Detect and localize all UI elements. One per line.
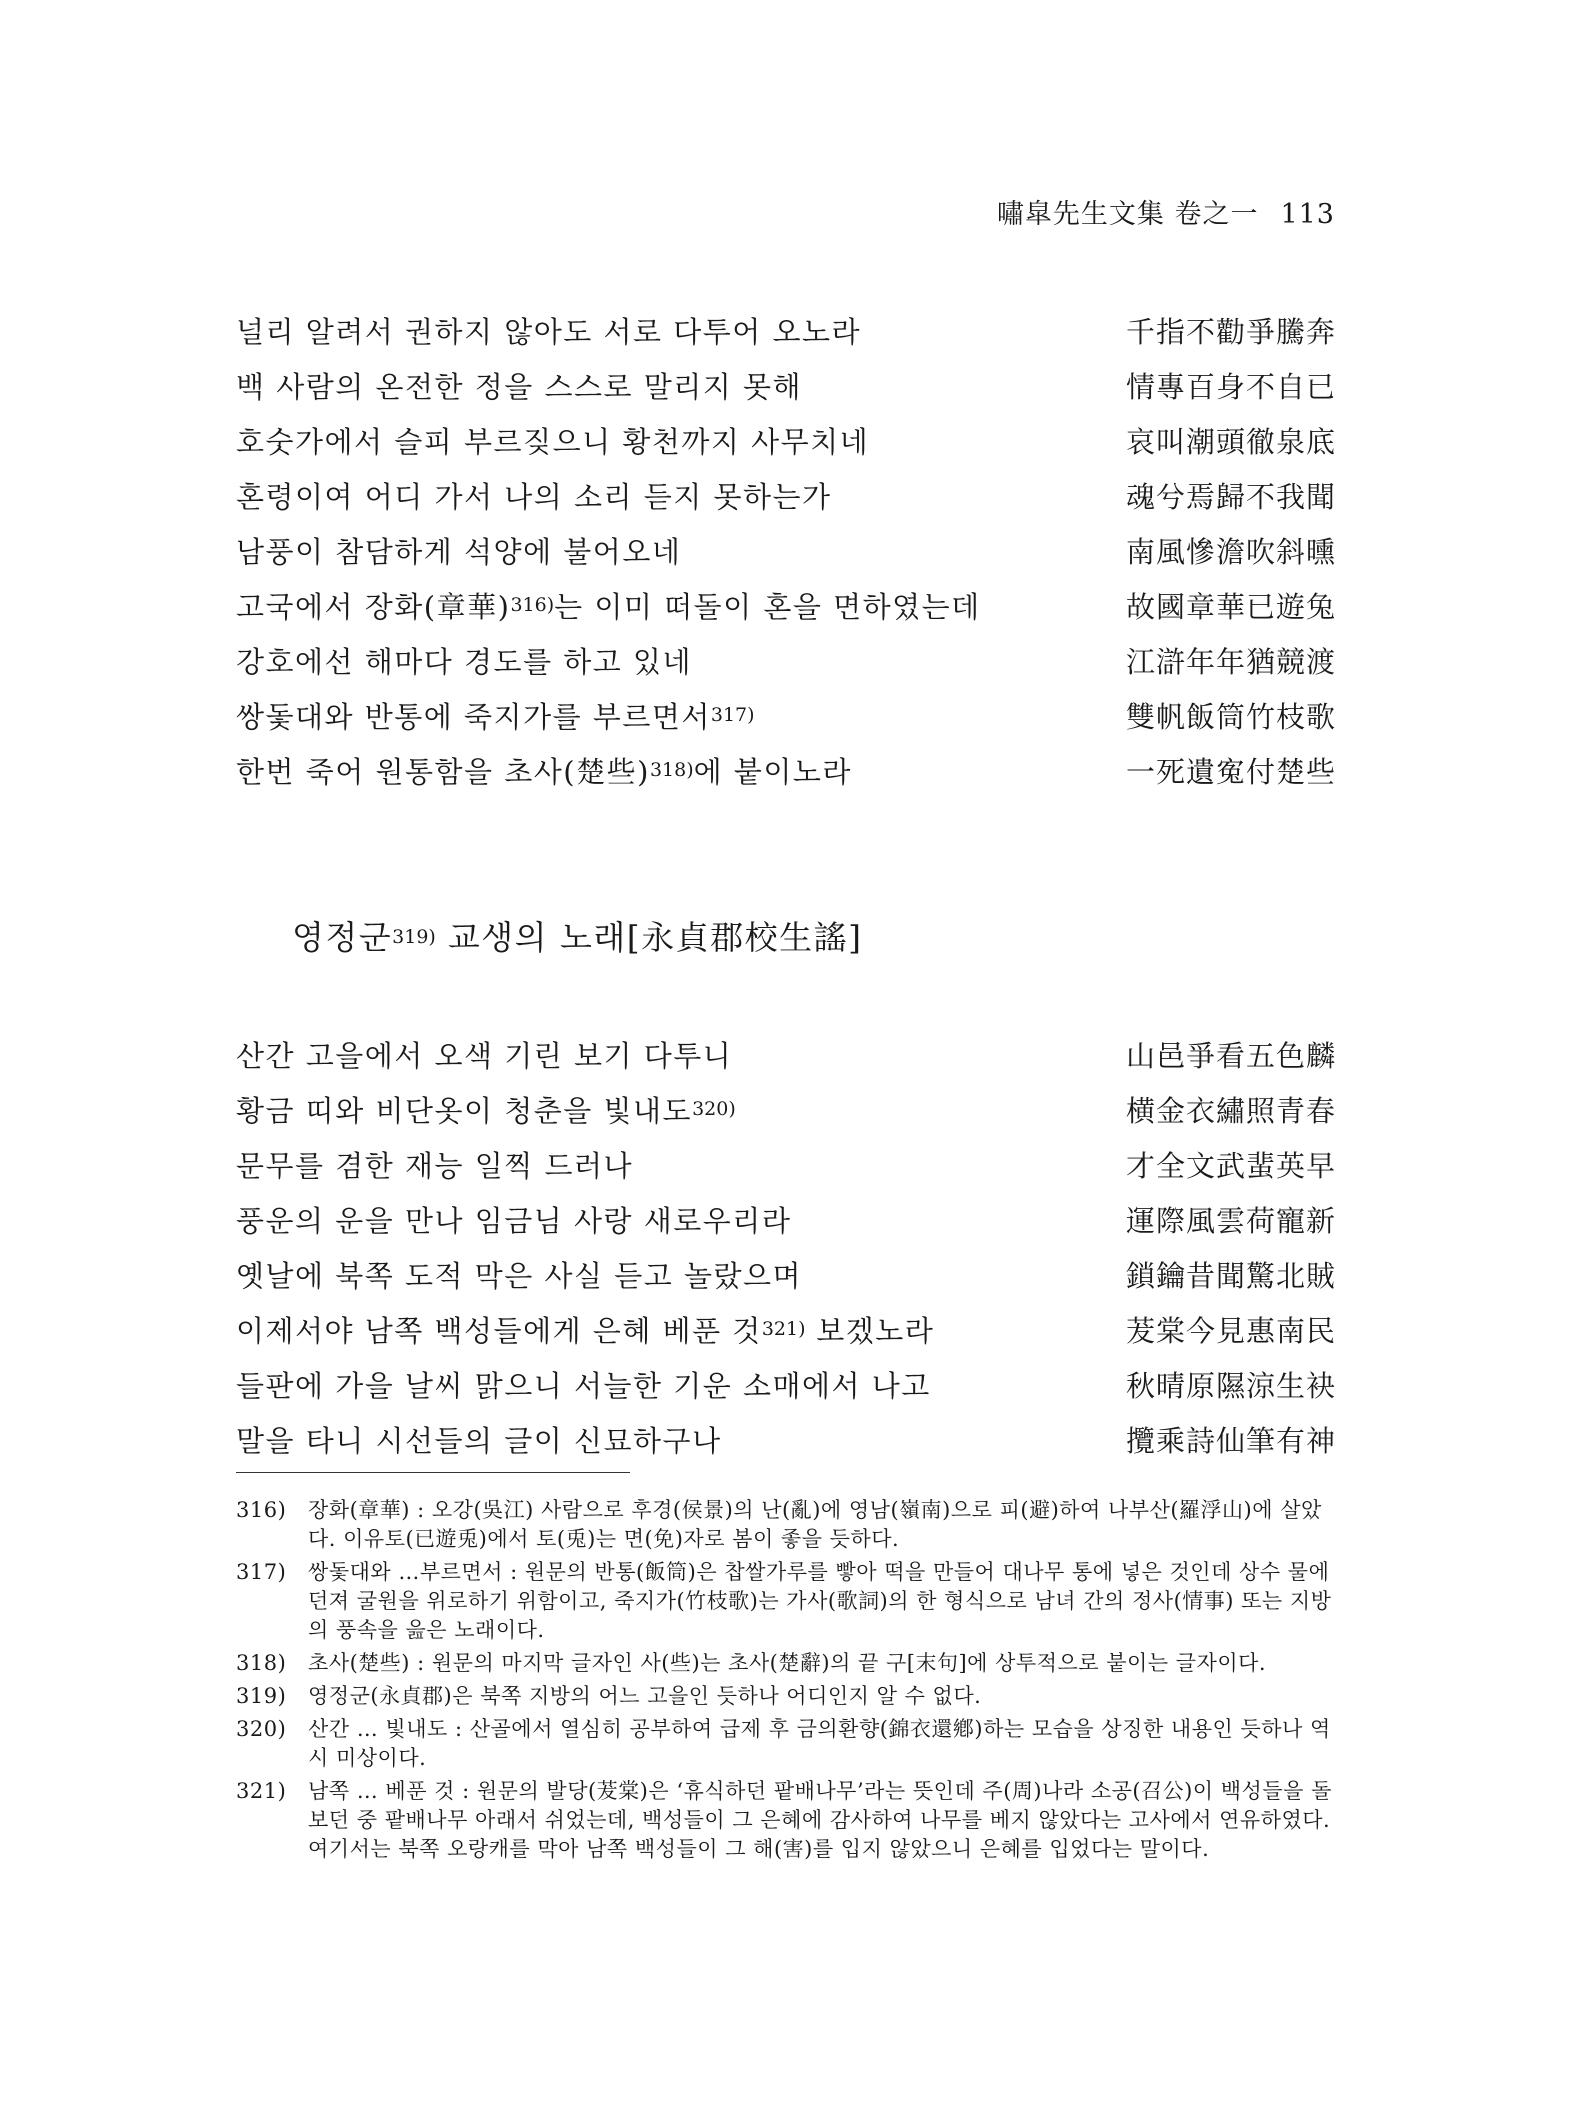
verse-line [236,1364,1336,1404]
verse-korean [236,585,981,626]
verse-korean: 널리 알려서 권하지 않아도 서로 다투어 오노라 [236,315,862,349]
footnote-number: 321) [236,1779,287,1803]
footnote-ref: 319) [392,926,436,948]
footnote-ref: 316) [510,594,555,616]
book-title: 嘯皐先生文集 卷之一 [996,199,1259,230]
verse-chinese: 攬乘詩仙筆有神 [1125,1424,1336,1458]
verse-text: 에 붙이노라 [693,755,852,789]
footnote-ref: 321) [761,1318,806,1340]
verse-chinese: 才全文武蜚英早 [1125,1149,1336,1183]
verse-text: 는 이미 떠돌이 혼을 면하였는데 [554,590,981,624]
footnote [236,1649,1336,1678]
footnote [236,1715,1336,1773]
verse-line [236,585,1336,625]
verse-text: 황금 띠와 비단옷이 청춘을 빛내도 [236,1094,693,1128]
verse-korean [236,750,852,791]
verse-line [236,750,1336,790]
footnote-ref: 320) [692,1098,736,1120]
footnote-number: 317) [236,1560,287,1584]
verse-korean: 백 사람의 온전한 정을 스스로 말리지 못해 [236,370,803,404]
verse-korean: 혼령이여 어디 가서 나의 소리 듣지 못하는가 [236,480,832,514]
verse-text: 보겠노라 [805,1314,935,1348]
footnote-text: 쌍돛대와 …부르면서 : 원문의 반통(飯筒)은 찹쌀가루를 빻아 떡을 만들어 대나무 통에 넣은 것인데 상수 물에 던져 굴원을 위로하기 위함이고, 죽지가(竹枝歌)는 가사(歌詞)의 한 형식으로 남녀 간의 정사(情事) 또는 지방의 풍속을 읊은 노래이다. [308,1560,1332,1642]
verse-korean [236,1309,934,1350]
verse-korean: 산간 고을에서 오색 기린 보기 다투니 [236,1039,733,1073]
verse-line [236,1199,1336,1239]
verse-korean: 호숫가에서 슬피 부르짖으니 황천까지 사무치네 [236,425,870,459]
running-head [0,192,1335,231]
verse-korean: 문무를 겸한 재능 일찍 드러나 [236,1149,634,1183]
verse-text: 이제서야 남쪽 백성들에게 은혜 베푼 것 [236,1314,762,1348]
verse-chinese: 魂兮焉歸不我聞 [1125,480,1336,514]
verse-chinese: 千指不勸爭騰奔 [1125,315,1336,349]
verse-line [236,695,1336,735]
footnote-divider [236,1472,630,1473]
footnote-text: 초사(楚些) : 원문의 마지막 글자인 사(些)는 초사(楚辭)의 끝 구[末句]에 상투적으로 붙이는 글자이다. [308,1651,1267,1675]
verse-chinese: 茇棠今見惠南民 [1125,1314,1336,1348]
verse-text: 고국에서 장화(章華) [236,590,511,624]
verse-chinese: 秋晴原隰涼生袂 [1125,1369,1336,1403]
verse-korean [236,695,755,736]
footnote-ref: 318) [649,759,694,781]
verse-line [236,1254,1336,1294]
verse-line [236,1144,1336,1184]
footnote-number: 319) [236,1684,287,1708]
verse-korean: 들판에 가을 날씨 맑으니 서늘한 기운 소매에서 나고 [236,1369,931,1403]
page-number: 113 [1280,199,1335,230]
footnote [236,1682,1336,1711]
verse-chinese: 情專百身不自已 [1125,370,1336,404]
footnote-text: 장화(章華) : 오강(吳江) 사람으로 후경(侯景)의 난(亂)에 영남(嶺南)으로 피(避)하여 나부산(羅浮山)에 살았다. 이유토(已遊兎)에서 토(兎)는 면(免)자로 봄이 좋을 듯하다. [308,1498,1322,1551]
verse-chinese: 哀叫潮頭徹泉底 [1125,425,1336,459]
verse-chinese: 故國章華已遊兔 [1125,590,1336,624]
verse-line [236,475,1336,515]
footnote [236,1558,1336,1645]
verse-chinese: 運際風雲荷寵新 [1125,1204,1336,1238]
verse-korean: 말을 타니 시선들의 글이 신묘하구나 [236,1424,722,1458]
verse-korean: 남풍이 참담하게 석양에 불어오네 [236,535,682,569]
verse-korean: 옛날에 북쪽 도적 막은 사실 듣고 놀랐으며 [236,1259,803,1293]
verse-text: 한번 죽어 원통함을 초사(楚些) [236,755,650,789]
title-text: 영정군 [292,918,393,957]
footnotes [236,1496,1336,1868]
verse-line [236,1309,1336,1349]
verse-chinese: 雙帆飯筒竹枝歌 [1125,700,1336,734]
verse-korean: 풍운의 운을 만나 임금님 사랑 새로우리라 [236,1204,792,1238]
verse-line [236,530,1336,570]
footnote-number: 320) [236,1717,287,1741]
footnote-number: 316) [236,1498,287,1522]
verse-line [236,1089,1336,1129]
verse-text: 쌍돛대와 반통에 죽지가를 부르면서 [236,700,711,734]
footnote [236,1496,1336,1554]
verse-chinese: 横金衣繡照青春 [1125,1094,1336,1128]
verse-line [236,420,1336,460]
poem-title [292,912,862,959]
verse-line [236,1034,1336,1074]
verse-chinese: 一死遺寃付楚些 [1125,755,1336,789]
verse-line [236,1419,1336,1459]
footnote-number: 318) [236,1651,287,1675]
footnote-text: 영정군(永貞郡)은 북쪽 지방의 어느 고을인 듯하나 어디인지 알 수 없다. [308,1684,982,1708]
footnote-ref: 317) [710,704,755,726]
title-text: 교생의 노래[永貞郡校生謠] [435,918,863,957]
verse-chinese: 鎖鑰昔聞驚北賊 [1125,1259,1336,1293]
footnote-text: 산간 … 빛내도 : 산골에서 열심히 공부하여 급제 후 금의환향(錦衣還鄕)하는 모습을 상징한 내용인 듯하나 역시 미상이다. [308,1717,1331,1770]
verse-line [236,310,1336,350]
footnote-text: 남쪽 … 베푼 것 : 원문의 발당(茇棠)은 ‘휴식하던 팥배나무’라는 뜻인데 주(周)나라 소공(召公)이 백성들을 돌보던 중 팥배나무 아래서 쉬었는데, 백성들이 그 은혜에 감사하여 나무를 베지 않았다는 고사에서 연유하였다. 여기서는 북쪽 오랑캐를 막아 남쪽 백성들이 그 해(害)를 입지 않았으니 은혜를 입었다는 말이다. [308,1779,1332,1861]
footnote [236,1777,1336,1864]
verse-chinese: 山邑爭看五色麟 [1125,1039,1336,1073]
verse-chinese: 江滸年年猶競渡 [1125,645,1336,679]
verse-korean [236,1089,736,1130]
verse-line [236,365,1336,405]
verse-chinese: 南風慘澹吹斜曛 [1125,535,1336,569]
verse-korean: 강호에선 해마다 경도를 하고 있네 [236,645,693,679]
verse-line [236,640,1336,680]
